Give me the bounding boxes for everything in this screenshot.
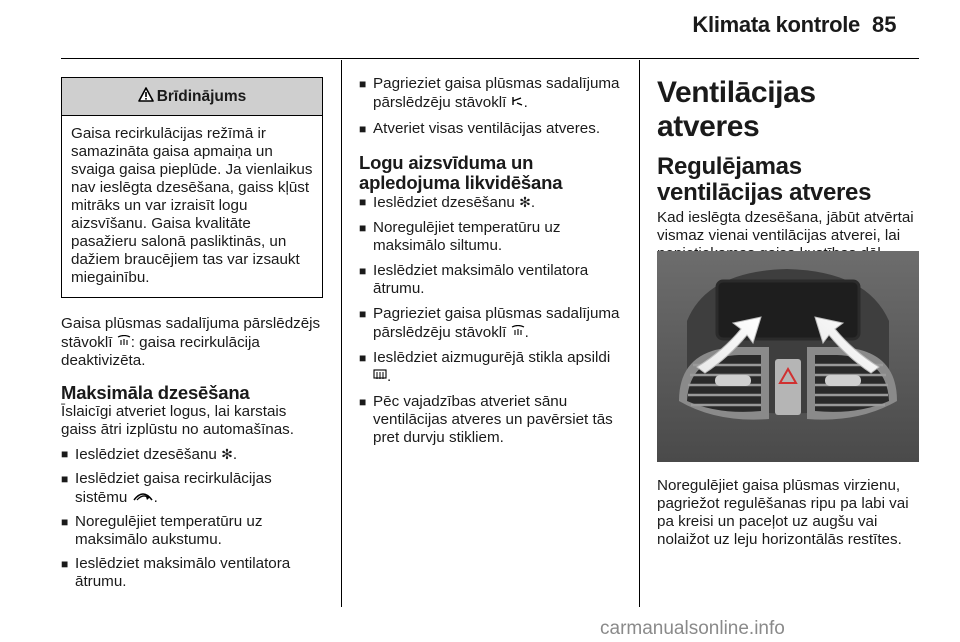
list-item: ■ Noregulējiet temperatūru uz maksimālo aukstumu.: [61, 513, 323, 549]
list-item: ■ Ieslēdziet maksimālo ventilatora ātrumu.: [359, 262, 625, 298]
list-item: ■ Ieslēdziet gaisa recirkulācijas sistēmu .: [61, 470, 323, 507]
watermark: carmanualsonline.info: [600, 618, 785, 639]
airflow-steps: [359, 75, 625, 138]
list-item: ■ Pēc vajadzības atveriet sānu ventilācijas atveres un pavērsiet tās pret durvju stikliem.: [359, 393, 625, 447]
max-cooling-heading: Maksimāla dzesēšana: [61, 382, 250, 403]
defog-steps: [359, 193, 625, 447]
recirculation-icon: [132, 488, 154, 506]
snowflake-icon: ✻: [221, 446, 233, 462]
photo-caption: Noregulējiet gaisa plūsmas virzienu, pagriežot regulēšanas ripu pa labi vai pa kreisi un paceļot uz augšu vai nolaižot uz leju horizontālās restītes.: [657, 477, 909, 548]
intro-paragraph: Kad ieslēgta dzesēšana, jābūt atvērtai vismaz vienai ventilācijas atverei, lai: [657, 209, 914, 244]
subsection-heading: Regulējamas ventilācijas atveres: [657, 153, 872, 206]
column-divider-2: [639, 60, 640, 607]
column-2: [359, 75, 625, 447]
list-item: ■ Ieslēdziet dzesēšanu ✻.: [61, 445, 323, 464]
warning-box: [61, 77, 323, 298]
column-1: [61, 77, 323, 591]
windscreen-airflow-icon: [511, 323, 525, 341]
list-item: ■ Noregulējiet temperatūru uz maksimālo siltumu.: [359, 219, 625, 255]
warning-triangle-icon: [138, 87, 154, 107]
page-header-title: Klimata kontrole: [692, 12, 860, 37]
rear-defrost-icon: [373, 367, 387, 385]
snowflake-icon: ✻: [519, 194, 531, 210]
section-heading: Ventilācijas atveres: [657, 76, 816, 143]
list-item: ■ Ieslēdziet aizmugurējā stikla apsildi .: [359, 349, 625, 386]
max-cooling-steps: [61, 445, 323, 591]
header-divider: [61, 58, 919, 59]
warning-header: [62, 78, 322, 116]
warning-heading: Brīdinājums: [156, 87, 247, 105]
max-cooling-intro: Īslaicīgi atveriet logus, lai karstais gaiss ātri izplūstu no automašīnas.: [61, 403, 294, 438]
vent-photo: [657, 251, 919, 462]
column-divider-1: [341, 60, 342, 607]
upper-airflow-icon: [511, 93, 524, 111]
list-item: ■ Ieslēdziet maksimālo ventilatora ātrumu.: [61, 555, 323, 591]
list-item: ■ Pagrieziet gaisa plūsmas sadalījuma pārslēdzēju stāvoklī .: [359, 305, 625, 342]
list-item: ■ Pagrieziet gaisa plūsmas sadalījuma pārslēdzēju stāvoklī .: [359, 75, 625, 112]
airflow-paragraph: Gaisa plūsmas sadalījuma pārslēdzējs stāvoklī : gaisa recirkulācija deaktivizēta.: [61, 315, 321, 369]
windscreen-airflow-icon: [117, 333, 131, 351]
defog-heading: Logu aizsvīduma un apledojuma likvidēšana: [359, 152, 563, 193]
list-item: ■ Ieslēdziet dzesēšanu ✻.: [359, 193, 625, 212]
warning-text: Gaisa recirkulācijas režīmā ir samazināta gaisa apmaiņa un svaiga gaisa pieplūde. Ja vienlaikus nav ieslēgta dzesēšana, gaiss kļūst mitrāks un var izraisīt logu aizsvīšanu. Gaisa kvalitāte pasažieru salonā pasliktinās, un dažiem braucējiem tas var izsaukt miegainību.: [71, 125, 313, 286]
page-number: 85: [872, 12, 897, 37]
list-item: ■ Atveriet visas ventilācijas atveres.: [359, 120, 625, 138]
photo-caption-block: [657, 477, 923, 549]
